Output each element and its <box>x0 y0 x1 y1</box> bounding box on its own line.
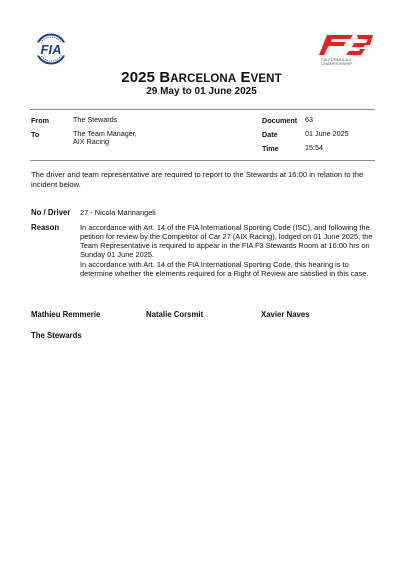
time-label: Time <box>262 144 279 153</box>
document-value: 63 <box>305 115 313 124</box>
svg-text:CHAMPIONSHIP: CHAMPIONSHIP <box>321 61 352 65</box>
from-label: From <box>31 116 49 125</box>
event-dates: 29 May to 01 June 2025 <box>146 86 257 97</box>
date-value: 01 June 2025 <box>305 129 349 138</box>
fia-logo <box>26 33 76 65</box>
from-value: The Stewards <box>73 115 118 124</box>
document-label: Document <box>262 116 298 125</box>
time-value: 15:54 <box>305 143 323 152</box>
rule-bottom <box>30 160 375 161</box>
intro-paragraph: The driver and team representative are required to report to the Stewards at 16:00 in relation to the incident below. <box>31 170 364 189</box>
reason-paragraph-2: In accordance with Art. 14 of the FIA International Sporting Code, this hearing is to determine whether the elements required for a Right of Review are satisfied in this case. <box>80 260 369 279</box>
steward-signature-1: Mathieu Remmerie <box>31 310 101 319</box>
svg-text:FIA: FIA <box>40 42 62 57</box>
to-value <box>73 130 137 146</box>
steward-signature-2: Natalie Corsmit <box>146 310 204 319</box>
to-label: To <box>31 130 40 139</box>
stewards-footer: The Stewards <box>31 331 82 340</box>
driver-label: No / Driver <box>31 208 71 217</box>
reason-label: Reason <box>31 223 60 232</box>
to-value-line1: The Team Manager, <box>73 129 137 138</box>
svg-text:FIA FORMULA 3: FIA FORMULA 3 <box>321 57 351 62</box>
reason-paragraph-1: In accordance with Art. 14 of the FIA International Sporting Code (ISC), and following the petition for review by the Competitor of Car 27 (AIX Racing), lodged on 01 June 2025, the Team Representative is required to appear in the FIA F3 Stewards Room at 16:00 hrs on Sunday 01 June 2025. <box>80 223 373 260</box>
event-title: 2025 BARCELONA EVENT <box>121 69 282 86</box>
rule-top <box>30 109 375 110</box>
to-value-line2: AIX Racing <box>73 137 109 147</box>
date-label: Date <box>262 130 278 139</box>
f3-championship-logo <box>313 33 375 65</box>
driver-value: 27 - Nicola Marinangeli <box>80 208 156 217</box>
steward-signature-3: Xavier Naves <box>261 310 310 319</box>
